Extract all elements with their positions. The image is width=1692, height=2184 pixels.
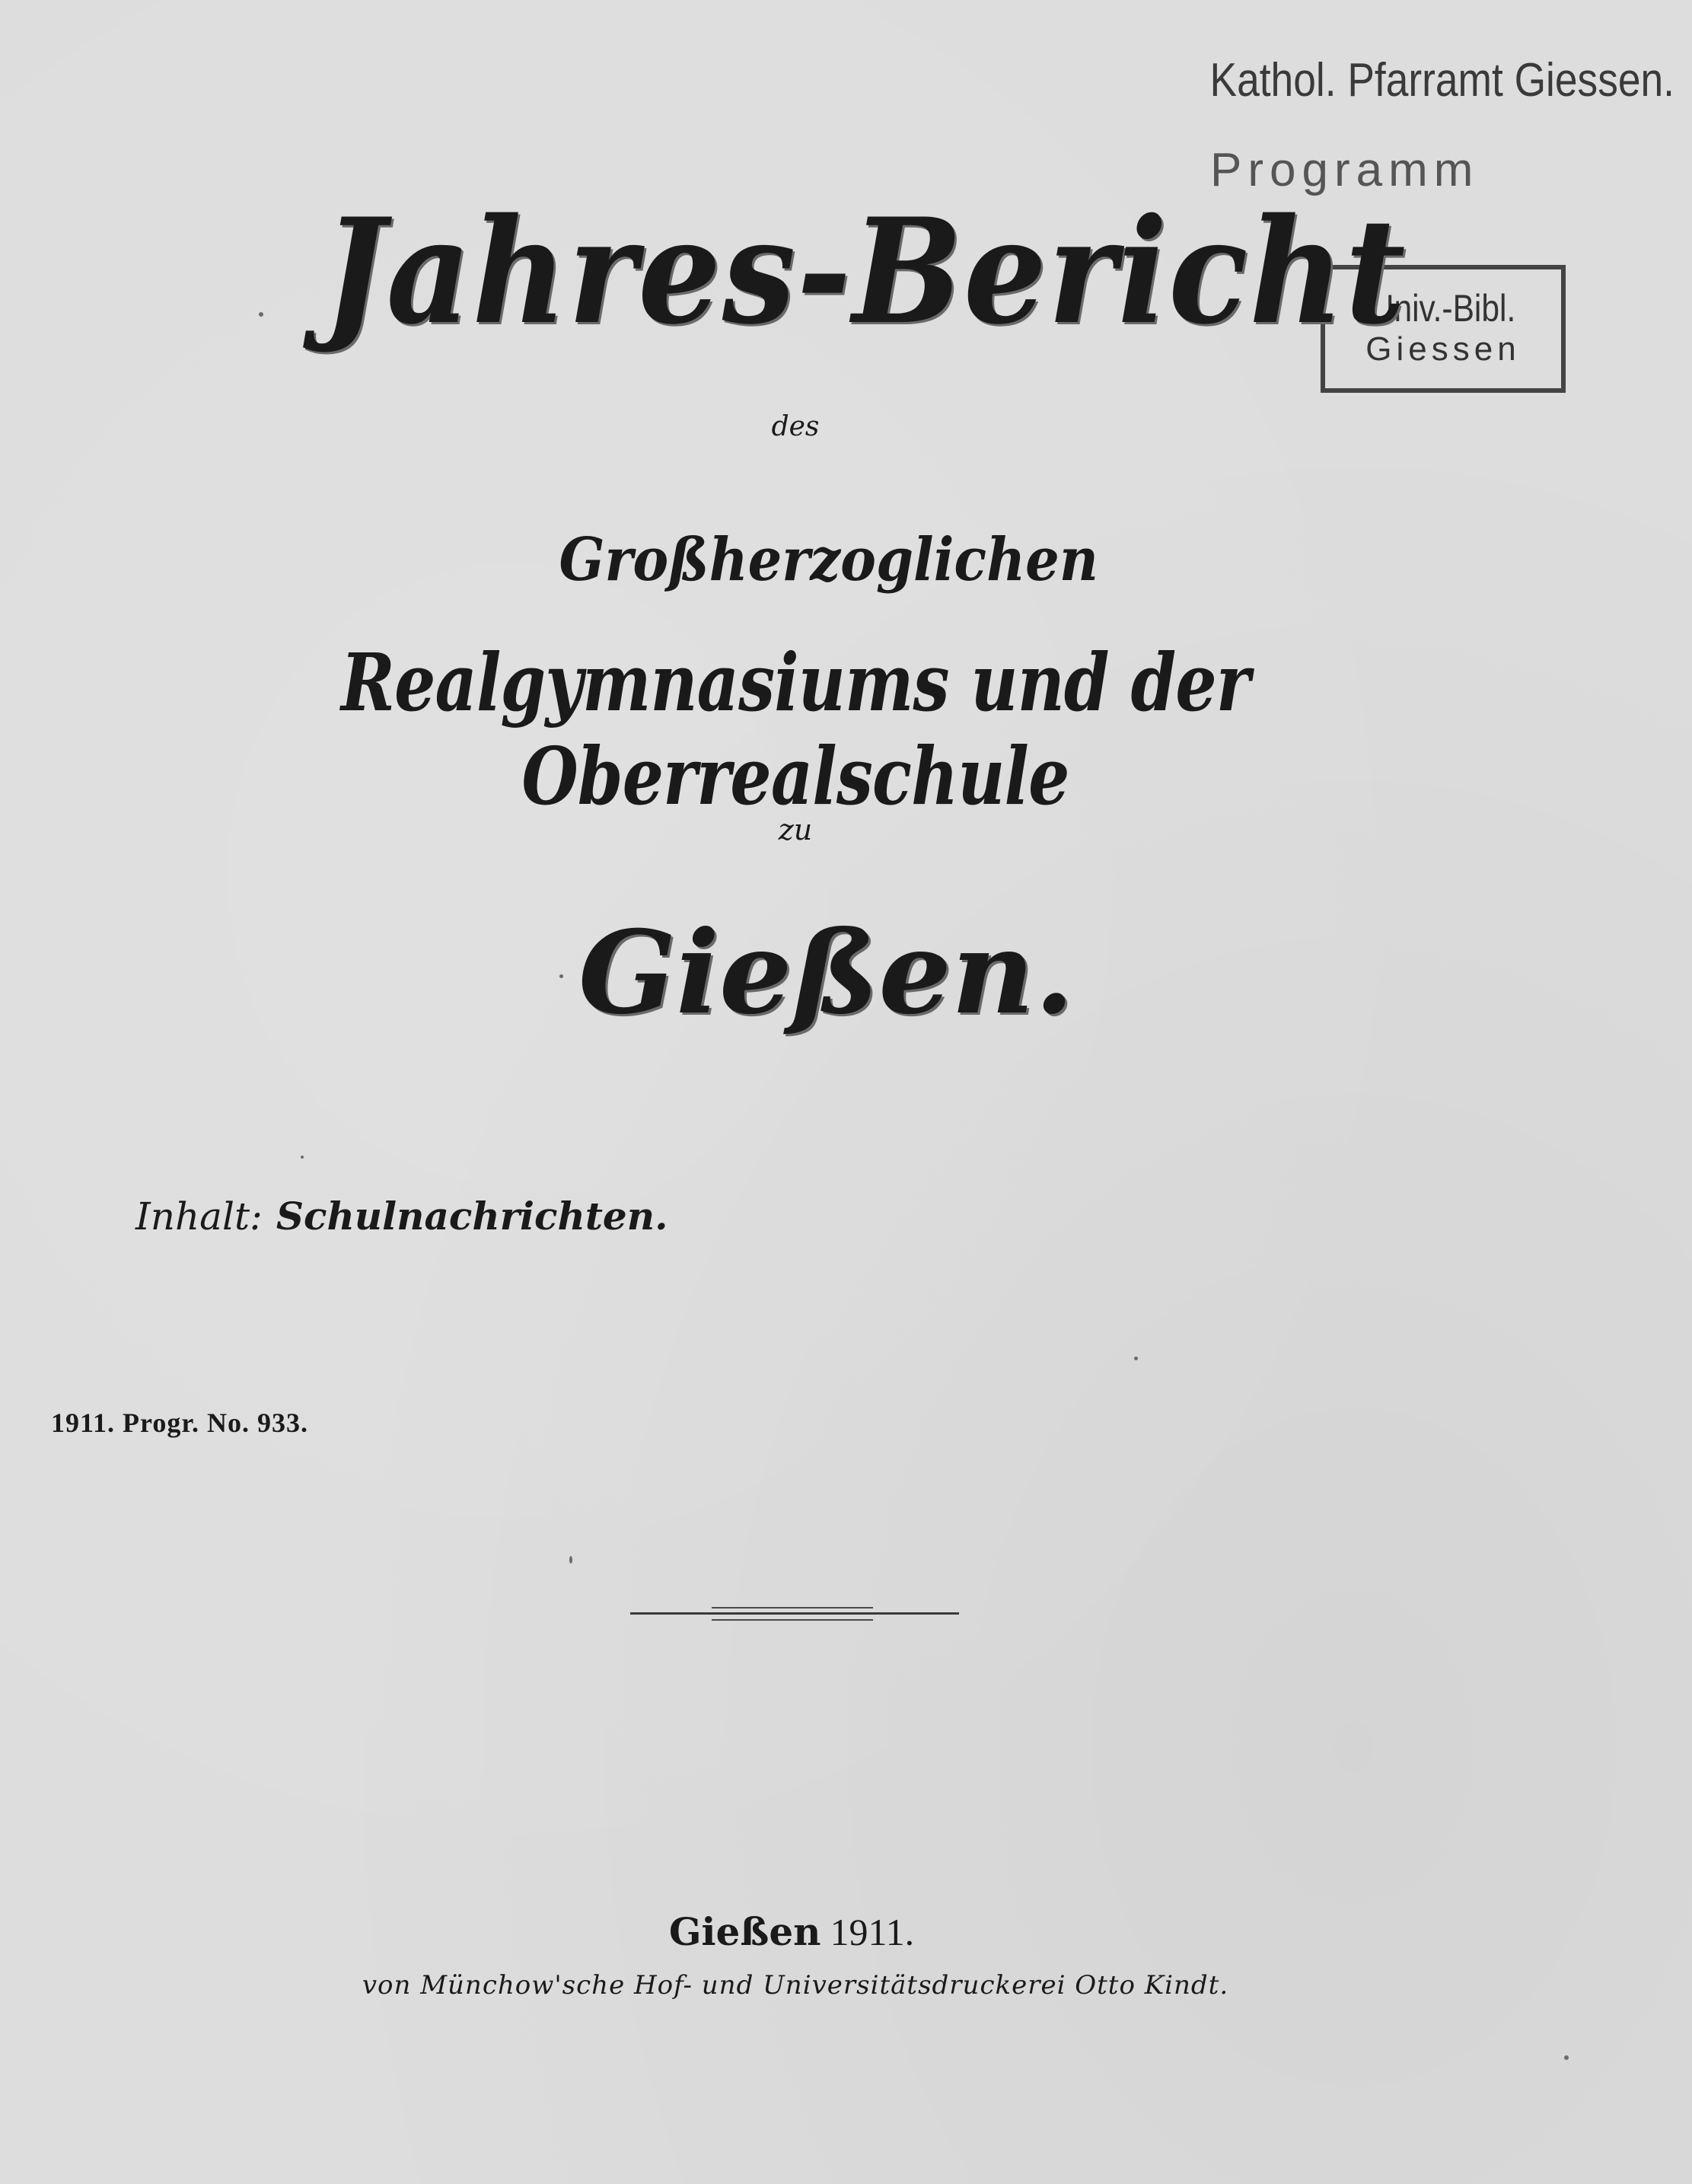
paper-speck bbox=[559, 974, 563, 978]
library-stamp-line2: Giessen bbox=[1365, 330, 1521, 368]
article-des: des bbox=[771, 411, 820, 442]
program-stamp: Programm bbox=[1210, 144, 1480, 196]
owner-stamp: Kathol. Pfarramt Giessen. bbox=[1209, 54, 1674, 107]
program-number: 1911. Progr. No. 933. bbox=[51, 1408, 309, 1438]
paper-speck bbox=[569, 1556, 572, 1564]
paper-speck bbox=[1134, 1357, 1138, 1360]
paper-speck bbox=[301, 1156, 304, 1159]
ornamental-rule-main bbox=[630, 1612, 959, 1615]
preposition-zu: zu bbox=[778, 813, 813, 846]
library-stamp-line1: Univ.-Bibl. bbox=[1370, 287, 1516, 330]
city-name: Gießen. bbox=[578, 906, 1075, 1040]
imprint-place-line bbox=[655, 1909, 929, 1954]
contents-line bbox=[135, 1194, 668, 1239]
imprint-place: Gießen bbox=[668, 1909, 821, 1954]
institution-line-2: Realgymnasiums und der Oberrealschule bbox=[341, 636, 1250, 823]
ornamental-rule-bottom bbox=[712, 1619, 873, 1621]
contents-label: Inhalt: bbox=[135, 1194, 263, 1239]
institution-line-1: Großherzoglichen bbox=[559, 525, 1098, 595]
ornamental-rule-top bbox=[712, 1607, 873, 1609]
paper-speck bbox=[259, 312, 263, 317]
imprint-year: 1911. bbox=[830, 1911, 915, 1953]
paper-speck bbox=[1564, 2055, 1569, 2060]
document-title: Jahres-Bericht bbox=[323, 187, 1407, 356]
imprint-printer: von Münchow'sche Hof- und Universitätsdruckerei Otto Kindt. bbox=[362, 1970, 1229, 2001]
contents-value: Schulnachrichten. bbox=[276, 1194, 668, 1239]
